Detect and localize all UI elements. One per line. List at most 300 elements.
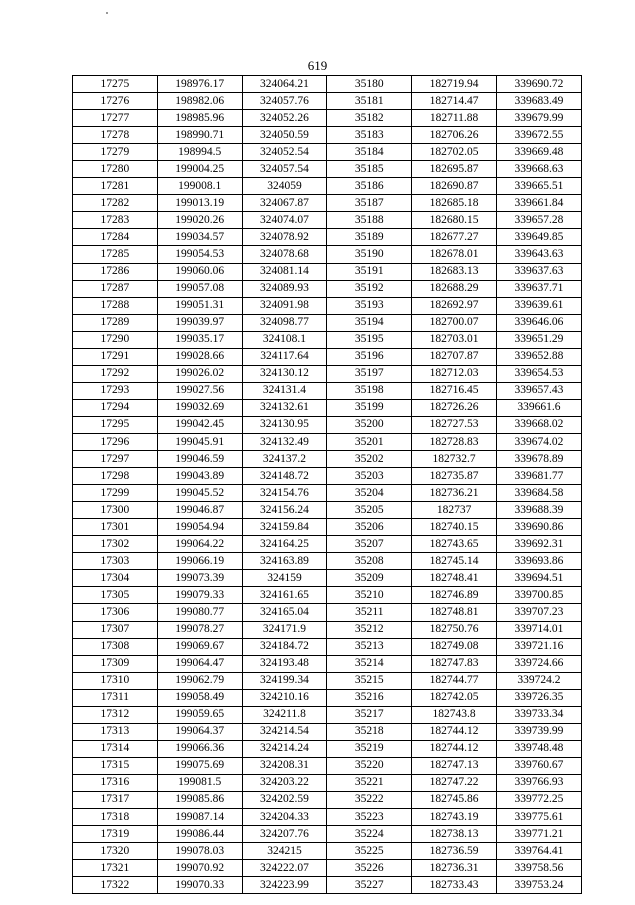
table-row (73, 843, 582, 860)
y-coord-left-cell: 324067.87 (242, 195, 327, 212)
y-coord-left-cell: 324052.26 (242, 110, 327, 127)
point-id-left-cell: 17310 (73, 672, 158, 689)
table-row (73, 553, 582, 570)
y-coord-right-cell: 339688.39 (496, 502, 581, 519)
y-coord-right-cell: 339683.49 (496, 93, 581, 110)
point-id-right-cell: 35225 (327, 843, 412, 860)
table-row (73, 485, 582, 502)
point-id-left-cell: 17306 (73, 604, 158, 621)
page-number: 619 (307, 58, 328, 73)
x-coord-right-cell: 182746.89 (412, 587, 497, 604)
x-coord-right-cell: 182736.31 (412, 860, 497, 877)
point-id-left-cell: 17294 (73, 399, 158, 416)
table-row (73, 536, 582, 553)
y-coord-right-cell: 339637.71 (496, 280, 581, 297)
point-id-left-cell: 17320 (73, 843, 158, 860)
point-id-right-cell: 35217 (327, 706, 412, 723)
y-coord-left-cell: 324064.21 (242, 76, 327, 93)
point-id-left-cell: 17321 (73, 860, 158, 877)
y-coord-left-cell: 324050.59 (242, 127, 327, 144)
x-coord-left-cell: 199080.77 (157, 604, 242, 621)
y-coord-left-cell: 324154.76 (242, 485, 327, 502)
y-coord-right-cell: 339657.28 (496, 212, 581, 229)
x-coord-right-cell: 182683.13 (412, 263, 497, 280)
point-id-left-cell: 17281 (73, 178, 158, 195)
point-id-right-cell: 35223 (327, 809, 412, 826)
point-id-left-cell: 17283 (73, 212, 158, 229)
point-id-left-cell: 17314 (73, 740, 158, 757)
point-id-left-cell: 17293 (73, 382, 158, 399)
x-coord-right-cell: 182690.87 (412, 178, 497, 195)
x-coord-left-cell: 198976.17 (157, 76, 242, 93)
x-coord-right-cell: 182677.27 (412, 229, 497, 246)
x-coord-right-cell: 182714.47 (412, 93, 497, 110)
point-id-left-cell: 17318 (73, 809, 158, 826)
point-id-left-cell: 17288 (73, 297, 158, 314)
point-id-left-cell: 17282 (73, 195, 158, 212)
x-coord-left-cell: 198994.5 (157, 144, 242, 161)
x-coord-right-cell: 182728.83 (412, 433, 497, 450)
y-coord-right-cell: 339651.29 (496, 331, 581, 348)
table-row (73, 212, 582, 229)
table-row (73, 723, 582, 740)
table-row (73, 263, 582, 280)
point-id-right-cell: 35191 (327, 263, 412, 280)
table-row (73, 348, 582, 365)
x-coord-left-cell: 199020.26 (157, 212, 242, 229)
y-coord-right-cell: 339665.51 (496, 178, 581, 195)
y-coord-right-cell: 339668.02 (496, 416, 581, 433)
y-coord-right-cell: 339690.72 (496, 76, 581, 93)
table-row (73, 877, 582, 894)
point-id-right-cell: 35202 (327, 451, 412, 468)
point-id-left-cell: 17286 (73, 263, 158, 280)
point-id-right-cell: 35214 (327, 655, 412, 672)
x-coord-right-cell: 182747.22 (412, 774, 497, 791)
x-coord-right-cell: 182745.14 (412, 553, 497, 570)
y-coord-right-cell: 339721.16 (496, 638, 581, 655)
x-coord-right-cell: 182745.86 (412, 791, 497, 808)
table-row (73, 93, 582, 110)
table-row (73, 774, 582, 791)
point-id-left-cell: 17319 (73, 826, 158, 843)
y-coord-left-cell: 324164.25 (242, 536, 327, 553)
point-id-right-cell: 35193 (327, 297, 412, 314)
table-row (73, 860, 582, 877)
x-coord-left-cell: 199087.14 (157, 809, 242, 826)
x-coord-left-cell: 199008.1 (157, 178, 242, 195)
x-coord-right-cell: 182707.87 (412, 348, 497, 365)
y-coord-right-cell: 339690.86 (496, 519, 581, 536)
point-id-right-cell: 35203 (327, 468, 412, 485)
y-coord-left-cell: 324184.72 (242, 638, 327, 655)
x-coord-right-cell: 182727.53 (412, 416, 497, 433)
y-coord-left-cell: 324207.76 (242, 826, 327, 843)
point-id-right-cell: 35199 (327, 399, 412, 416)
x-coord-right-cell: 182736.59 (412, 843, 497, 860)
y-coord-left-cell: 324210.16 (242, 689, 327, 706)
y-coord-left-cell: 324078.92 (242, 229, 327, 246)
y-coord-left-cell: 324193.48 (242, 655, 327, 672)
point-id-right-cell: 35196 (327, 348, 412, 365)
x-coord-left-cell: 199069.67 (157, 638, 242, 655)
y-coord-right-cell: 339669.48 (496, 144, 581, 161)
x-coord-left-cell: 199078.27 (157, 621, 242, 638)
y-coord-right-cell: 339771.21 (496, 826, 581, 843)
y-coord-right-cell: 339724.2 (496, 672, 581, 689)
x-coord-left-cell: 199081.5 (157, 774, 242, 791)
x-coord-left-cell: 199013.19 (157, 195, 242, 212)
x-coord-right-cell: 182685.18 (412, 195, 497, 212)
point-id-right-cell: 35211 (327, 604, 412, 621)
point-id-left-cell: 17280 (73, 161, 158, 178)
table-row (73, 365, 582, 382)
point-id-left-cell: 17297 (73, 451, 158, 468)
point-id-left-cell: 17291 (73, 348, 158, 365)
x-coord-left-cell: 199054.53 (157, 246, 242, 263)
point-id-right-cell: 35192 (327, 280, 412, 297)
y-coord-left-cell: 324130.95 (242, 416, 327, 433)
x-coord-left-cell: 199070.92 (157, 860, 242, 877)
table-row (73, 416, 582, 433)
x-coord-left-cell: 199079.33 (157, 587, 242, 604)
table-row (73, 655, 582, 672)
point-id-left-cell: 17316 (73, 774, 158, 791)
x-coord-left-cell: 199086.44 (157, 826, 242, 843)
y-coord-right-cell: 339700.85 (496, 587, 581, 604)
y-coord-left-cell: 324159.84 (242, 519, 327, 536)
x-coord-right-cell: 182706.26 (412, 127, 497, 144)
y-coord-right-cell: 339661.84 (496, 195, 581, 212)
x-coord-right-cell: 182733.43 (412, 877, 497, 894)
point-id-right-cell: 35207 (327, 536, 412, 553)
table-row (73, 791, 582, 808)
x-coord-left-cell: 199064.22 (157, 536, 242, 553)
point-id-right-cell: 35218 (327, 723, 412, 740)
x-coord-left-cell: 199034.57 (157, 229, 242, 246)
y-coord-left-cell: 324052.54 (242, 144, 327, 161)
point-id-right-cell: 35188 (327, 212, 412, 229)
point-id-right-cell: 35210 (327, 587, 412, 604)
point-id-right-cell: 35194 (327, 314, 412, 331)
y-coord-right-cell: 339646.06 (496, 314, 581, 331)
y-coord-right-cell: 339649.85 (496, 229, 581, 246)
x-coord-right-cell: 182678.01 (412, 246, 497, 263)
y-coord-left-cell: 324202.59 (242, 791, 327, 808)
y-coord-right-cell: 339637.63 (496, 263, 581, 280)
y-coord-right-cell: 339668.63 (496, 161, 581, 178)
y-coord-right-cell: 339684.58 (496, 485, 581, 502)
x-coord-left-cell: 199078.03 (157, 843, 242, 860)
point-id-left-cell: 17275 (73, 76, 158, 93)
x-coord-right-cell: 182743.65 (412, 536, 497, 553)
y-coord-right-cell: 339692.31 (496, 536, 581, 553)
x-coord-left-cell: 199045.52 (157, 485, 242, 502)
x-coord-right-cell: 182742.05 (412, 689, 497, 706)
point-id-right-cell: 35209 (327, 570, 412, 587)
x-coord-left-cell: 199032.69 (157, 399, 242, 416)
point-id-right-cell: 35212 (327, 621, 412, 638)
x-coord-left-cell: 198982.06 (157, 93, 242, 110)
point-id-left-cell: 17279 (73, 144, 158, 161)
point-id-right-cell: 35190 (327, 246, 412, 263)
y-coord-right-cell: 339714.01 (496, 621, 581, 638)
point-id-left-cell: 17290 (73, 331, 158, 348)
table-row (73, 468, 582, 485)
y-coord-left-cell: 324148.72 (242, 468, 327, 485)
y-coord-left-cell: 324208.31 (242, 757, 327, 774)
y-coord-left-cell: 324098.77 (242, 314, 327, 331)
point-id-left-cell: 17295 (73, 416, 158, 433)
point-id-left-cell: 17292 (73, 365, 158, 382)
y-coord-right-cell: 339766.93 (496, 774, 581, 791)
y-coord-right-cell: 339672.55 (496, 127, 581, 144)
x-coord-left-cell: 199051.31 (157, 297, 242, 314)
point-id-right-cell: 35221 (327, 774, 412, 791)
table-row (73, 314, 582, 331)
x-coord-left-cell: 199073.39 (157, 570, 242, 587)
point-id-right-cell: 35219 (327, 740, 412, 757)
point-id-right-cell: 35185 (327, 161, 412, 178)
point-id-left-cell: 17304 (73, 570, 158, 587)
x-coord-left-cell: 199070.33 (157, 877, 242, 894)
point-id-left-cell: 17305 (73, 587, 158, 604)
table-row (73, 76, 582, 93)
point-id-right-cell: 35187 (327, 195, 412, 212)
point-id-right-cell: 35182 (327, 110, 412, 127)
point-id-left-cell: 17298 (73, 468, 158, 485)
y-coord-left-cell: 324204.33 (242, 809, 327, 826)
x-coord-right-cell: 182747.83 (412, 655, 497, 672)
y-coord-right-cell: 339726.35 (496, 689, 581, 706)
y-coord-left-cell: 324130.12 (242, 365, 327, 382)
x-coord-left-cell: 199066.19 (157, 553, 242, 570)
y-coord-right-cell: 339678.89 (496, 451, 581, 468)
table-row (73, 706, 582, 723)
x-coord-left-cell: 199042.45 (157, 416, 242, 433)
point-id-left-cell: 17313 (73, 723, 158, 740)
table-row (73, 621, 582, 638)
table-row (73, 502, 582, 519)
y-coord-left-cell: 324074.07 (242, 212, 327, 229)
y-coord-left-cell: 324108.1 (242, 331, 327, 348)
y-coord-right-cell: 339724.66 (496, 655, 581, 672)
table-row (73, 382, 582, 399)
table-row (73, 229, 582, 246)
point-id-right-cell: 35216 (327, 689, 412, 706)
point-id-right-cell: 35195 (327, 331, 412, 348)
x-coord-left-cell: 199004.25 (157, 161, 242, 178)
x-coord-left-cell: 199054.94 (157, 519, 242, 536)
point-id-right-cell: 35224 (327, 826, 412, 843)
x-coord-left-cell: 199058.49 (157, 689, 242, 706)
table-row (73, 519, 582, 536)
point-id-right-cell: 35180 (327, 76, 412, 93)
y-coord-right-cell: 339694.51 (496, 570, 581, 587)
x-coord-left-cell: 199064.47 (157, 655, 242, 672)
point-id-left-cell: 17317 (73, 791, 158, 808)
y-coord-left-cell: 324131.4 (242, 382, 327, 399)
point-id-right-cell: 35200 (327, 416, 412, 433)
x-coord-left-cell: 198985.96 (157, 110, 242, 127)
point-id-left-cell: 17311 (73, 689, 158, 706)
point-id-left-cell: 17284 (73, 229, 158, 246)
point-id-left-cell: 17300 (73, 502, 158, 519)
table-row (73, 809, 582, 826)
point-id-left-cell: 17308 (73, 638, 158, 655)
point-id-right-cell: 35181 (327, 93, 412, 110)
x-coord-right-cell: 182712.03 (412, 365, 497, 382)
y-coord-right-cell: 339654.53 (496, 365, 581, 382)
y-coord-right-cell: 339679.99 (496, 110, 581, 127)
table-row (73, 297, 582, 314)
y-coord-right-cell: 339748.48 (496, 740, 581, 757)
y-coord-left-cell: 324161.65 (242, 587, 327, 604)
point-id-left-cell: 17315 (73, 757, 158, 774)
table-row (73, 280, 582, 297)
point-id-right-cell: 35227 (327, 877, 412, 894)
point-id-left-cell: 17301 (73, 519, 158, 536)
x-coord-right-cell: 182716.45 (412, 382, 497, 399)
x-coord-left-cell: 199046.59 (157, 451, 242, 468)
point-id-left-cell: 17309 (73, 655, 158, 672)
point-id-right-cell: 35213 (327, 638, 412, 655)
x-coord-right-cell: 182738.13 (412, 826, 497, 843)
point-id-right-cell: 35189 (327, 229, 412, 246)
x-coord-right-cell: 182688.29 (412, 280, 497, 297)
x-coord-right-cell: 182744.77 (412, 672, 497, 689)
point-id-right-cell: 35208 (327, 553, 412, 570)
point-id-right-cell: 35226 (327, 860, 412, 877)
x-coord-right-cell: 182680.15 (412, 212, 497, 229)
x-coord-right-cell: 182743.8 (412, 706, 497, 723)
y-coord-left-cell: 324214.54 (242, 723, 327, 740)
x-coord-right-cell: 182719.94 (412, 76, 497, 93)
table-row (73, 826, 582, 843)
x-coord-left-cell: 199035.17 (157, 331, 242, 348)
y-coord-left-cell: 324156.24 (242, 502, 327, 519)
y-coord-right-cell: 339681.77 (496, 468, 581, 485)
y-coord-right-cell: 339674.02 (496, 433, 581, 450)
x-coord-left-cell: 199064.37 (157, 723, 242, 740)
y-coord-right-cell: 339760.67 (496, 757, 581, 774)
y-coord-right-cell: 339775.61 (496, 809, 581, 826)
point-id-left-cell: 17312 (73, 706, 158, 723)
point-id-right-cell: 35197 (327, 365, 412, 382)
point-id-left-cell: 17307 (73, 621, 158, 638)
y-coord-left-cell: 324203.22 (242, 774, 327, 791)
coordinate-table (72, 75, 582, 894)
x-coord-left-cell: 199046.87 (157, 502, 242, 519)
point-id-right-cell: 35206 (327, 519, 412, 536)
table-row (73, 161, 582, 178)
table-row (73, 638, 582, 655)
y-coord-right-cell: 339739.99 (496, 723, 581, 740)
y-coord-right-cell: 339661.6 (496, 399, 581, 416)
y-coord-left-cell: 324137.2 (242, 451, 327, 468)
x-coord-left-cell: 199043.89 (157, 468, 242, 485)
y-coord-left-cell: 324171.9 (242, 621, 327, 638)
point-id-left-cell: 17302 (73, 536, 158, 553)
table-row (73, 127, 582, 144)
table-row (73, 110, 582, 127)
x-coord-right-cell: 182748.41 (412, 570, 497, 587)
x-coord-right-cell: 182700.07 (412, 314, 497, 331)
y-coord-right-cell: 339707.23 (496, 604, 581, 621)
y-coord-right-cell: 339693.86 (496, 553, 581, 570)
table-row (73, 195, 582, 212)
y-coord-right-cell: 339643.63 (496, 246, 581, 263)
table-row (73, 246, 582, 263)
table-row (73, 451, 582, 468)
table-row (73, 178, 582, 195)
point-id-left-cell: 17287 (73, 280, 158, 297)
table-row (73, 399, 582, 416)
y-coord-right-cell: 339772.25 (496, 791, 581, 808)
y-coord-left-cell: 324159 (242, 570, 327, 587)
y-coord-right-cell: 339753.24 (496, 877, 581, 894)
y-coord-left-cell: 324057.76 (242, 93, 327, 110)
x-coord-right-cell: 182750.76 (412, 621, 497, 638)
x-coord-left-cell: 199045.91 (157, 433, 242, 450)
y-coord-left-cell: 324089.93 (242, 280, 327, 297)
y-coord-left-cell: 324057.54 (242, 161, 327, 178)
y-coord-left-cell: 324214.24 (242, 740, 327, 757)
x-coord-right-cell: 182736.21 (412, 485, 497, 502)
table-row (73, 433, 582, 450)
point-id-right-cell: 35215 (327, 672, 412, 689)
x-coord-right-cell: 182744.12 (412, 723, 497, 740)
x-coord-left-cell: 199060.06 (157, 263, 242, 280)
x-coord-left-cell: 198990.71 (157, 127, 242, 144)
x-coord-right-cell: 182703.01 (412, 331, 497, 348)
point-id-right-cell: 35183 (327, 127, 412, 144)
table-row (73, 757, 582, 774)
point-id-right-cell: 35184 (327, 144, 412, 161)
x-coord-right-cell: 182726.26 (412, 399, 497, 416)
y-coord-left-cell: 324132.61 (242, 399, 327, 416)
point-id-left-cell: 17303 (73, 553, 158, 570)
point-id-left-cell: 17278 (73, 127, 158, 144)
y-coord-right-cell: 339758.56 (496, 860, 581, 877)
x-coord-left-cell: 199062.79 (157, 672, 242, 689)
table-row (73, 587, 582, 604)
y-coord-left-cell: 324059 (242, 178, 327, 195)
x-coord-right-cell: 182740.15 (412, 519, 497, 536)
point-id-left-cell: 17276 (73, 93, 158, 110)
x-coord-right-cell: 182749.08 (412, 638, 497, 655)
y-coord-left-cell: 324117.64 (242, 348, 327, 365)
x-coord-right-cell: 182695.87 (412, 161, 497, 178)
x-coord-right-cell: 182743.19 (412, 809, 497, 826)
table-row (73, 331, 582, 348)
x-coord-right-cell: 182748.81 (412, 604, 497, 621)
y-coord-left-cell: 324081.14 (242, 263, 327, 280)
scan-speck (106, 12, 108, 14)
table-row (73, 570, 582, 587)
table-row (73, 604, 582, 621)
y-coord-left-cell: 324163.89 (242, 553, 327, 570)
point-id-right-cell: 35220 (327, 757, 412, 774)
y-coord-right-cell: 339657.43 (496, 382, 581, 399)
x-coord-right-cell: 182711.88 (412, 110, 497, 127)
x-coord-right-cell: 182747.13 (412, 757, 497, 774)
x-coord-right-cell: 182744.12 (412, 740, 497, 757)
table-row (73, 740, 582, 757)
y-coord-left-cell: 324165.04 (242, 604, 327, 621)
x-coord-left-cell: 199066.36 (157, 740, 242, 757)
x-coord-left-cell: 199028.66 (157, 348, 242, 365)
